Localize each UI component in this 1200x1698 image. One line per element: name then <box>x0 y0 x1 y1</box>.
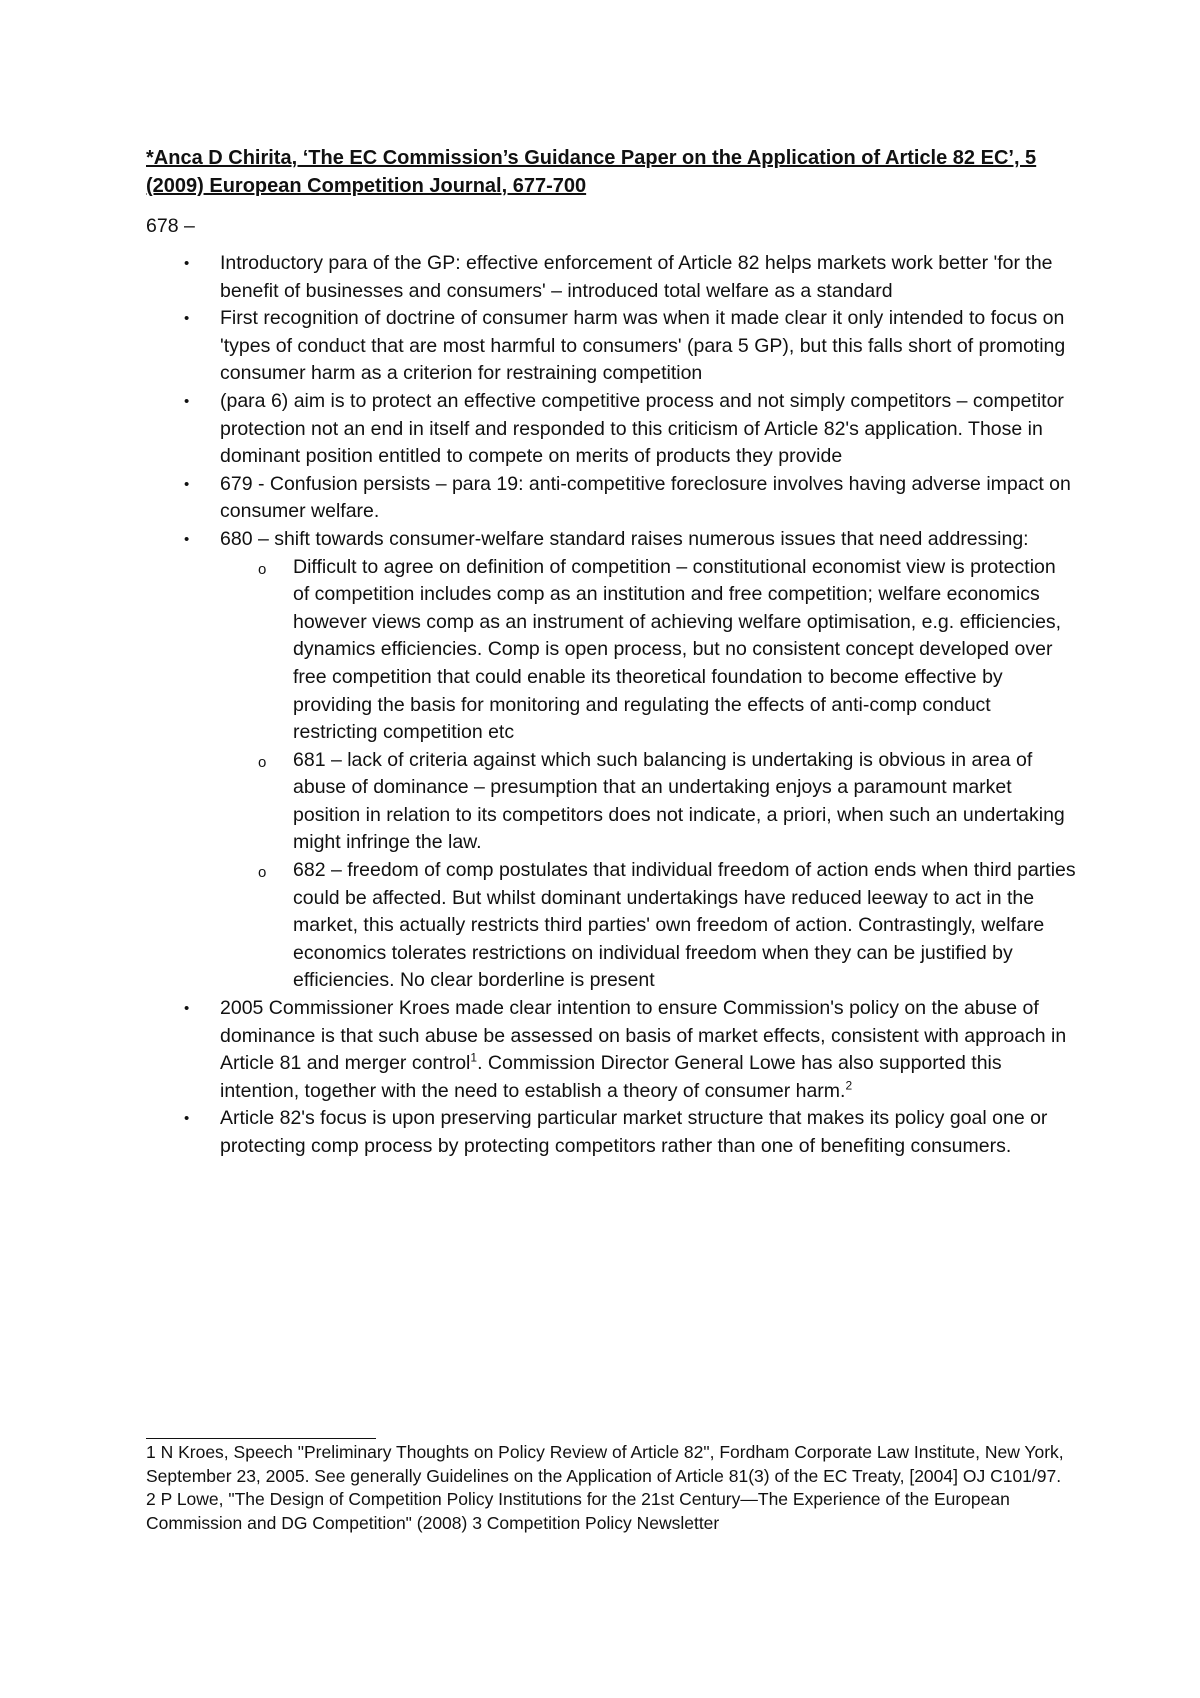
document-page <box>146 144 1076 1161</box>
footnote-ref-1[interactable]: 1 <box>470 1050 478 1065</box>
sub-bullet-icon: o <box>258 560 267 578</box>
list-item-text-continued: . Commission Director General Lowe has also supported this intention, together with the need to establish a theory of consumer harm. <box>220 1052 1002 1102</box>
bullet-icon: • <box>184 255 190 272</box>
sub-list-item <box>220 554 1076 747</box>
sub-bullet-icon: o <box>258 753 267 771</box>
footnote-1: 1 N Kroes, Speech "Preliminary Thoughts on Policy Review of Article 82", Fordham Corporate Law Institute, New York, September 23, 2005. See generally Guidelines on the Application of Article 81(3) of the EC Treaty, [2004] OJ C101/97. <box>146 1442 1064 1486</box>
bullet-icon: • <box>184 1110 190 1128</box>
footnote-ref-2[interactable]: 2 <box>845 1078 853 1093</box>
page-reference: 678 – <box>146 215 195 237</box>
list-item <box>146 995 1076 1105</box>
bullet-icon: • <box>184 310 190 328</box>
sub-bullet-list <box>220 554 1076 996</box>
list-item <box>146 471 1076 526</box>
bullet-icon: • <box>184 1000 190 1018</box>
sub-list-item <box>220 747 1076 857</box>
list-item <box>146 1105 1076 1160</box>
list-item-text: Article 82's focus is upon preserving particular market structure that makes its policy goal one or protecting comp process by protecting competitors rather than one of benefiting consumers. <box>220 1107 1048 1157</box>
list-item <box>146 250 1076 305</box>
footnote-divider <box>146 1438 376 1439</box>
list-item-text: 679 - Confusion persists – para 19: anti-competitive foreclosure involves having adverse impact on consumer welfare. <box>220 472 1071 523</box>
list-item <box>146 388 1076 471</box>
footnotes-section <box>146 1438 1076 1535</box>
list-item-text: (para 6) aim is to protect an effective competitive process and not simply competitors – competitor protection not an end in itself and responded to this criticism of Article 82's application. Those in dominant position entitled to compete on merits of products they provide <box>220 389 1064 468</box>
bullet-icon: • <box>184 475 190 493</box>
bullet-icon: • <box>184 530 190 548</box>
bullet-icon: • <box>184 392 190 410</box>
list-item-text: 680 – shift towards consumer-welfare standard raises numerous issues that need addressing: <box>220 527 1029 550</box>
list-item-text: Introductory para of the GP: effective enforcement of Article 82 helps markets work better 'for the benefit of businesses and consumers' – introduced total welfare as a standard <box>220 252 1053 302</box>
list-item <box>146 305 1076 388</box>
sub-list-item-text: 682 – freedom of comp postulates that individual freedom of action ends when third parties could be affected. But whilst dominant undertakings have reduced leeway to act in the market, this actually restricts third parties' own freedom of action. Contrastingly, welfare economics tolerates restrictions on individual freedom when they can be justified by efficiencies. No clear borderline is present <box>293 859 1076 992</box>
list-item-text: First recognition of doctrine of consumer harm was when it made clear it only intended to focus on 'types of conduct that are most harmful to consumers' (para 5 GP), but this falls short of promoting consumer harm as a criterion for restraining competition <box>220 307 1066 385</box>
article-title: *Anca D Chirita, ‘The EC Commission’s Guidance Paper on the Application of Article 82 EC’, 5 (2009) European Competition Journal, 677-700 <box>146 147 1037 197</box>
sub-list-item-text: 681 – lack of criteria against which such balancing is undertaking is obvious in area of abuse of dominance – presumption that an undertaking enjoys a paramount market position in relation to its competitors does not indicate, a priori, when such an undertaking might infringe the law. <box>293 748 1065 854</box>
list-item-text: 2005 Commissioner Kroes made clear intention to ensure Commission's policy on the abuse of dominance is that such abuse be assessed on basis of market effects, consistent with approach in Article 81 and merger control <box>220 997 1067 1075</box>
list-item <box>146 526 1076 995</box>
sub-list-item <box>220 857 1076 995</box>
sub-list-item-text: Difficult to agree on definition of competition – constitutional economist view is protection of competition includes comp as an institution and free competition; welfare economics however views comp as an instrument of achieving welfare optimisation, e.g. efficiencies, dynamics efficiencies. Comp is open process, but no consistent concept developed over free competition that could enable its theoretical foundation to become effective by providing the basis for monitoring and regulating the effects of anti-comp conduct restricting competition etc <box>293 555 1062 744</box>
bullet-list <box>146 250 1076 1161</box>
footnote-2: 2 P Lowe, "The Design of Competition Policy Institutions for the 21st Century—The Experience of the European Commission and DG Competition" (2008) 3 Competition Policy Newsletter <box>146 1489 1010 1533</box>
sub-bullet-icon: o <box>258 864 267 882</box>
